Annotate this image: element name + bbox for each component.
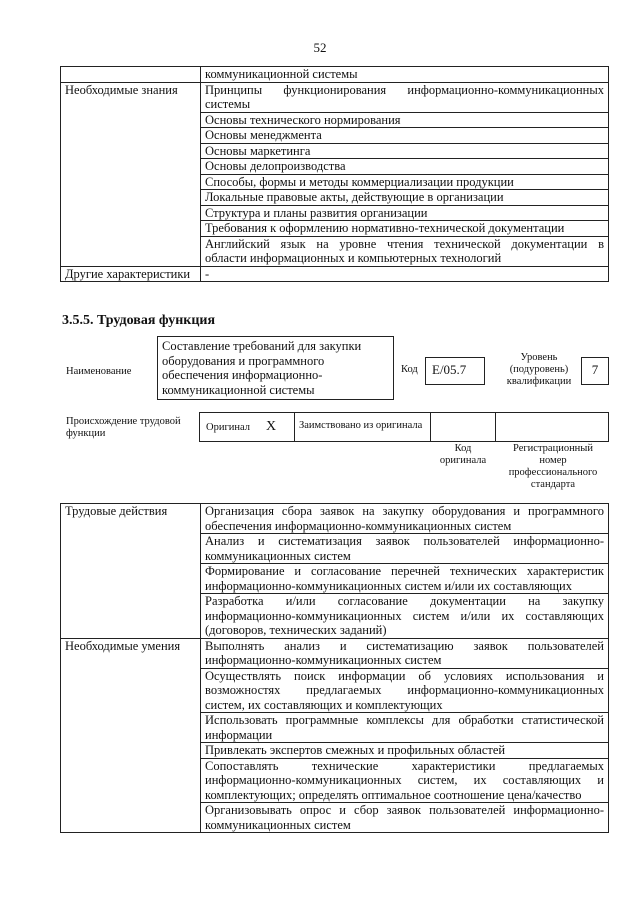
knowledge-label: Необходимые знания — [61, 82, 201, 266]
level-label: Уровень (подуровень) квалификации — [506, 352, 572, 387]
item-cell — [201, 758, 609, 803]
item-cell — [201, 743, 609, 759]
other-label: Другие характеристики — [61, 266, 201, 282]
item-line: Локальные правовые акты, действующие в организации — [205, 190, 504, 204]
level-value: 7 — [591, 362, 599, 377]
item-cell — [201, 803, 609, 833]
actions-skills-table — [60, 503, 609, 833]
code-label: Код — [401, 364, 418, 375]
item-line: Английский язык на уровне чтения технической документации в — [205, 236, 604, 251]
section-heading: 3.5.5. Трудовая функция — [62, 313, 216, 328]
item-cell — [201, 504, 609, 534]
table-row — [61, 82, 609, 112]
item-line: информационно-коммуникационных систем — [205, 653, 442, 667]
item-cell — [201, 638, 609, 668]
item-line: информационно-коммуникационных систем и/или их составляющих — [205, 578, 572, 593]
table-row — [61, 638, 609, 668]
borrowed-label: Заимствовано из оригинала — [299, 420, 423, 431]
item-cell — [201, 205, 609, 221]
level-box — [581, 357, 609, 385]
item-line: Формирование и согласование перечней технических характеристик — [205, 564, 604, 578]
item-line: Сопоставлять технические характеристики предлагаемых — [205, 758, 604, 773]
reg-number-label: Регистрационный номер профессионального стандарта — [508, 443, 598, 490]
item-cell — [201, 190, 609, 206]
empty-cell — [61, 67, 201, 83]
origin-label: Происхождение трудовой функции — [66, 416, 181, 439]
item-line: Способы, формы и методы коммерциализации продукции — [205, 174, 514, 189]
item-line: обеспечения информационно-коммуникационных систем — [205, 518, 512, 533]
original-mark: X — [266, 419, 277, 434]
item-cell — [201, 174, 609, 190]
code-box — [425, 357, 485, 385]
item-line: Выполнять анализ и систематизацию заявок пользователей — [205, 638, 604, 653]
item-line: Требования к оформлению нормативно-технической документации — [205, 221, 565, 235]
item-line: Основы маркетинга — [205, 143, 311, 158]
function-name-box — [157, 336, 394, 400]
item-line: коммуникационных систем — [205, 548, 351, 563]
item-line: Разработка и/или согласование документации на закупку — [205, 594, 604, 608]
item-cell — [201, 668, 609, 713]
item-line: области информационных и компьютерных технологий — [205, 251, 502, 265]
item-line: информационно-коммуникационных систем, их составляющих и — [205, 773, 604, 787]
item-line: Организовывать опрос и сбор заявок пользователей информационно- — [205, 803, 604, 817]
original-label: Оригинал — [206, 422, 250, 433]
actions-label: Трудовые действия — [61, 504, 201, 639]
item-cell — [201, 713, 609, 743]
item-line: информационно-коммуникационных систем и/или их составляющих — [205, 608, 604, 623]
code-original-box — [430, 412, 496, 442]
item-line: Основы менеджмента — [205, 128, 322, 142]
item-line: Принципы функционирования информационно-коммуникационных — [205, 82, 604, 97]
item-cell — [201, 534, 609, 564]
item-line: возможностях предлагаемых информационно-коммуникационных — [205, 683, 604, 697]
item-line: Использовать программные комплексы для обработки статистической — [205, 713, 604, 727]
item-line: Основы делопроизводства — [205, 159, 346, 173]
code-value: E/05.7 — [432, 362, 467, 377]
item-line: Организация сбора заявок на закупку оборудования и программного — [205, 504, 604, 518]
other-value: - — [201, 266, 609, 282]
item-cell — [201, 594, 609, 639]
borrowed-box — [294, 412, 431, 442]
item-line: Привлекать экспертов смежных и профильных областей — [205, 743, 506, 757]
table-row — [61, 67, 609, 83]
item-cell — [201, 143, 609, 159]
item-cell — [201, 159, 609, 175]
item-line: информации — [205, 727, 273, 742]
item-cell — [201, 236, 609, 266]
item-line: Осуществлять поиск информации об условиях использования и — [205, 668, 604, 683]
item-line: комплектующих; определять оптимальное соотношение цена/качество — [205, 787, 582, 802]
item-line: коммуникационных систем — [205, 817, 351, 832]
item-line: Структура и планы развития организации — [205, 205, 428, 220]
item-line: (договоров, технических заданий) — [205, 623, 387, 637]
continuation-cell: коммуникационной системы — [201, 67, 609, 83]
item-cell — [201, 82, 609, 112]
item-cell — [201, 128, 609, 144]
item-line: систем, их составляющих и комплектующих — [205, 697, 443, 712]
page-number: 52 — [313, 40, 327, 55]
item-cell — [201, 221, 609, 237]
name-label: Наименование — [66, 366, 132, 377]
table-row — [61, 504, 609, 534]
table-row — [61, 266, 609, 282]
item-line: системы — [205, 97, 251, 111]
item-line: Анализ и систематизация заявок пользователей информационно- — [205, 534, 604, 548]
item-cell — [201, 564, 609, 594]
code-original-label: Код оригинала — [439, 443, 487, 466]
reg-number-box — [495, 412, 609, 442]
function-name-value: Составление требований для закупки оборудования и программного обеспечения информационно-коммуникационной системы — [162, 339, 362, 397]
item-line: Основы технического нормирования — [205, 112, 401, 127]
knowledge-table — [60, 66, 609, 282]
skills-label: Необходимые умения — [61, 638, 201, 833]
original-box — [199, 412, 295, 442]
item-cell — [201, 112, 609, 128]
